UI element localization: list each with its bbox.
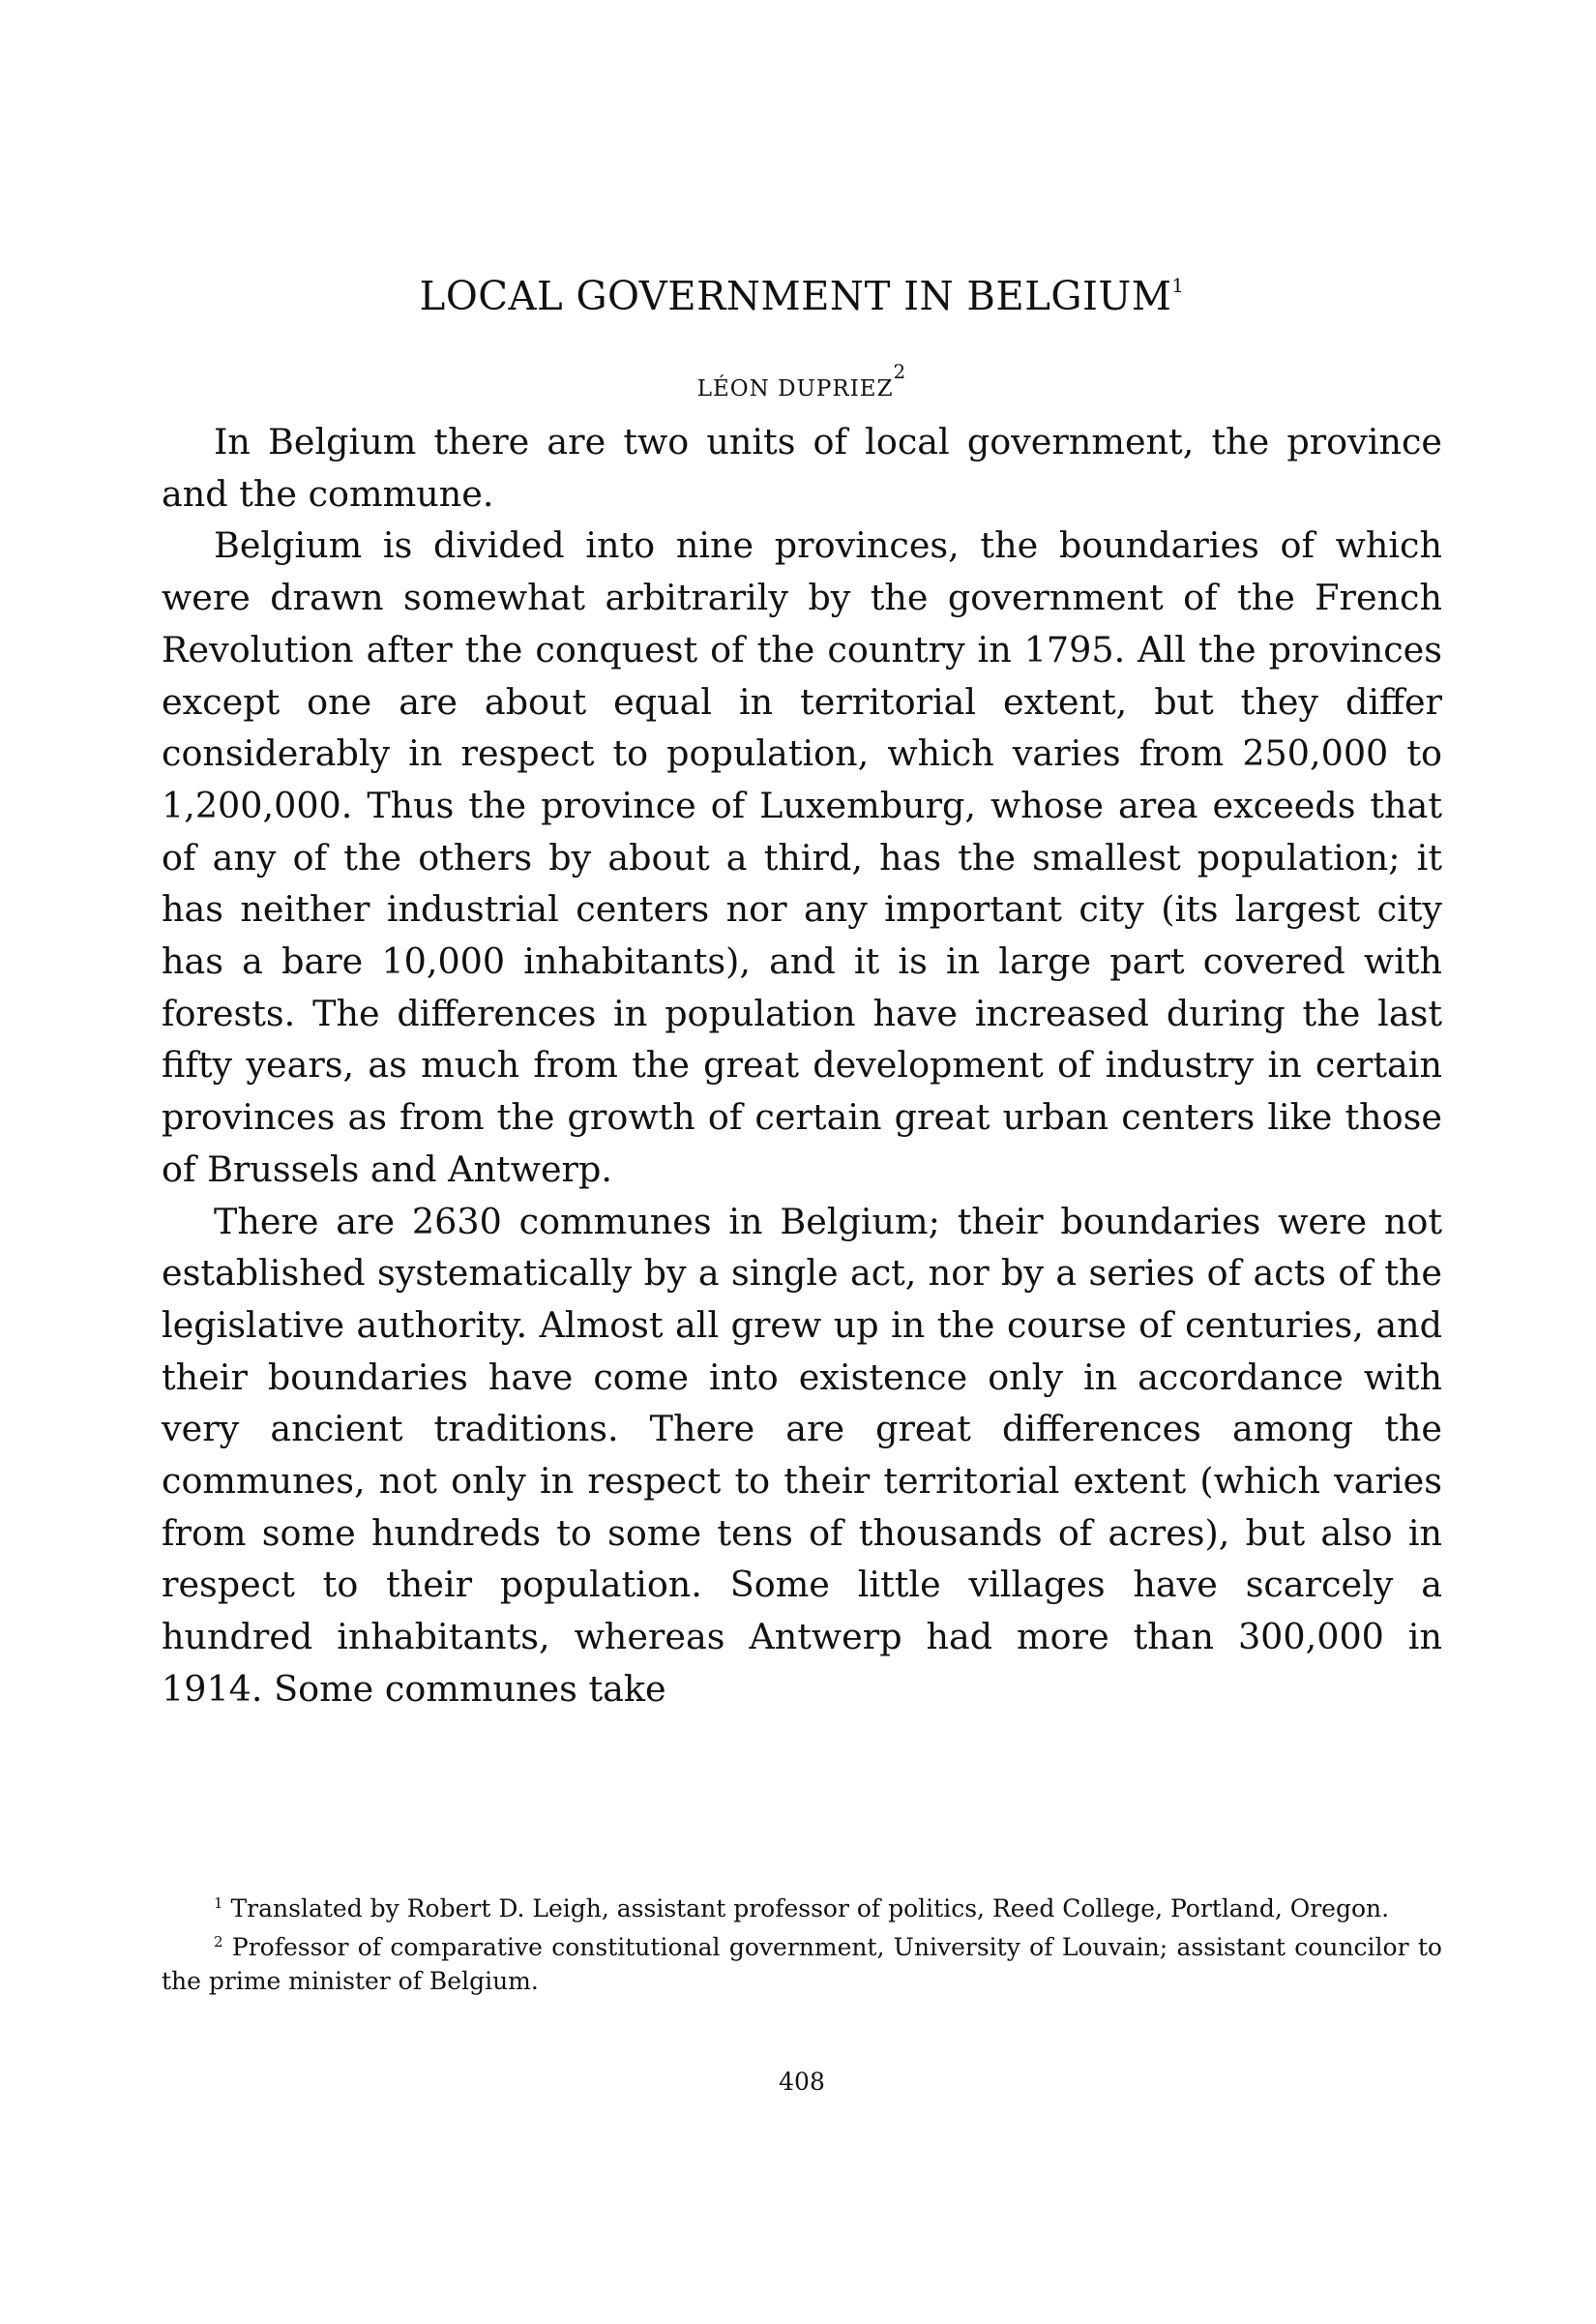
author-footnote-mark: 2 — [893, 360, 907, 383]
article-title-text: LOCAL GOVERNMENT IN BELGIUM — [419, 273, 1172, 319]
author-name: LÉON DUPRIEZ — [696, 376, 894, 402]
footnotes — [162, 1887, 1442, 1998]
footnote-mark: 1 — [214, 1894, 223, 1912]
article-author — [162, 360, 1442, 402]
footnote-text: Translated by Robert D. Leigh, assistant professor of politics, Reed College, Portland, Oregon. — [230, 1894, 1390, 1922]
paragraph: There are 2630 communes in Belgium; their boundaries were not established systematically by a single act, nor by a series of acts of the legislative authority. Almost all grew up in the course of centuries, and their boundaries have come into existence only in accordance with very ancient traditions. There are great differences among the communes, not only in respect to their territorial extent (which varies from some hundreds to some tens of thousands of acres), but also in respect to their population. Some little villages have scarcely a hundred inhabitants, whereas Antwerp had more than 300,000 in 1914. Some communes take — [162, 1200, 1442, 1710]
footnote — [162, 1887, 1442, 1925]
page-number: 408 — [779, 2068, 825, 2096]
footnote — [162, 1925, 1442, 1998]
title-footnote-mark: 1 — [1171, 274, 1185, 297]
footnote-text: Professor of comparative constitutional government, University of Louvain; assistant councilor to the prime minister of Belgium. — [162, 1933, 1442, 1995]
paragraph: In Belgium there are two units of local government, the province and the commune. — [162, 421, 1442, 515]
article-title — [174, 273, 1430, 319]
article-body — [162, 416, 1442, 1715]
footnote-mark: 2 — [214, 1933, 223, 1951]
paragraph: Belgium is divided into nine provinces, the boundaries of which were drawn somewhat arbitrarily by the government of the French Revolution after the conquest of the country in 1795. All the provinces except one are about equal in territorial extent, but they differ considerably in respect to population, which varies from 250,000 to 1,200,000. Thus the province of Luxemburg, whose area exceeds that of any of the others by about a third, has the smallest population; it has neither industrial centers nor any important city (its largest city has a bare 10,000 inhabitants), and it is in large part covered with forests. The differences in population have increased during the last fifty years, as much from the great development of industry in certain provinces as from the growth of certain great urban centers like those of Brussels and Antwerp. — [162, 524, 1442, 1190]
